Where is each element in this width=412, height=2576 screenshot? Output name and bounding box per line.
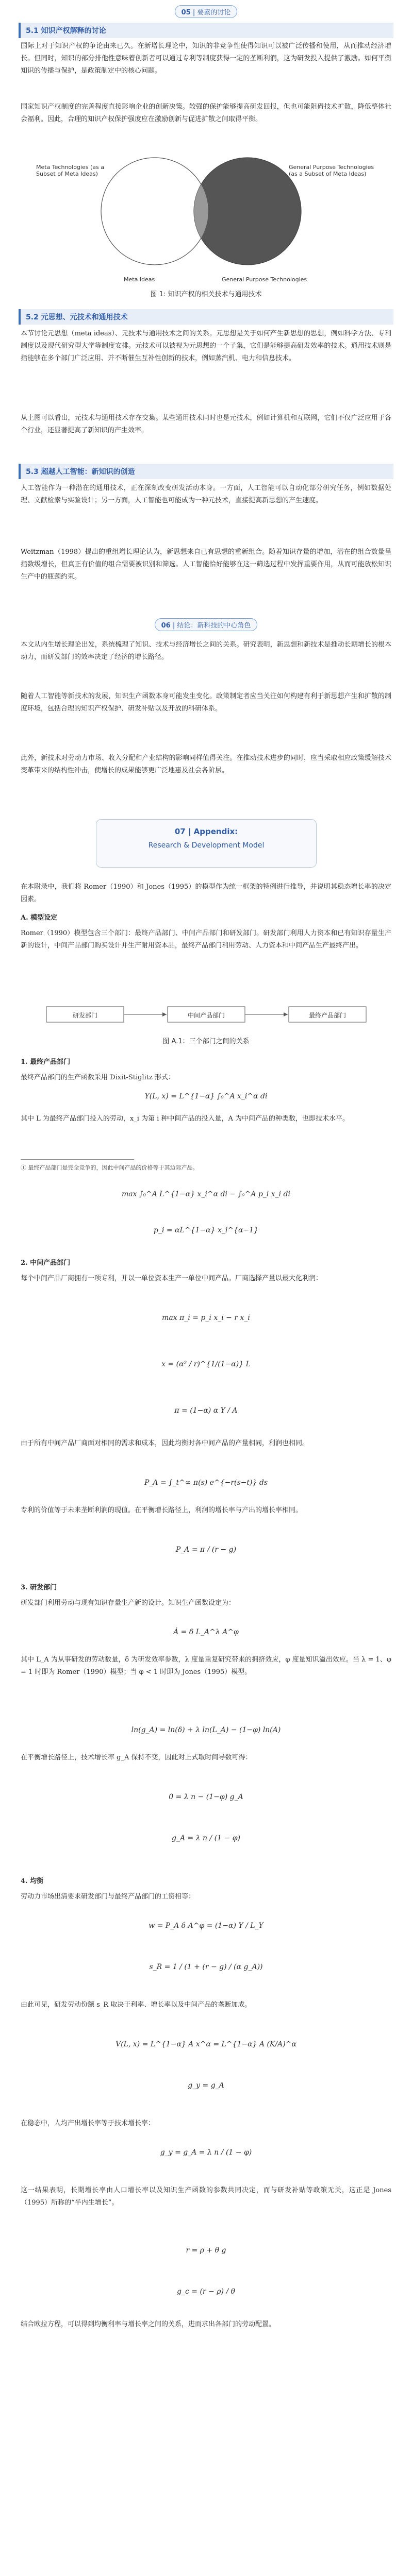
section-05-header bbox=[0, 5, 412, 18]
figure-1-bottom-left: Meta Ideas bbox=[124, 276, 155, 283]
footnote-rule bbox=[21, 1159, 134, 1160]
diagram-arrowhead-1 bbox=[162, 1012, 167, 1016]
diagram-caption: 图 A.1：三个部门之间的关系 bbox=[162, 1038, 250, 1045]
figure-1-caption: 图 1: 知识产权的相关技术与通用技术 bbox=[150, 291, 262, 298]
paragraph-5-2-b: 从上图可以看出，元技术与通用技术存在交集。某些通用技术同时也是元技术，例如计算机和互联网，它们不仅广泛应用于各个行业，还显著提高了新知识的产生效率。 bbox=[21, 414, 391, 434]
equation-7: P_A = ∫_t^∞ π(s) e^{−r(s−t)} ds bbox=[144, 1479, 268, 1487]
section-05-title: 要素的讨论 bbox=[197, 9, 231, 16]
equation-5: x = (α² / r)^{1/(1−α)} L bbox=[161, 1360, 251, 1368]
equation-3: p_i = αL^{1−α} x_i^{α−1} bbox=[154, 1226, 258, 1234]
appendix-paragraph-15: 结合欧拉方程，可以得到均衡利率与增长率之间的关系，进而求出各部门的劳动配置。 bbox=[21, 2320, 276, 2328]
diagram-label-final: 最终产品部门 bbox=[308, 1012, 346, 1019]
footnote: ① 最终产品部门是完全竞争的，因此中间产品的价格等于其边际产品。 bbox=[21, 1164, 199, 1171]
appendix-subhead-1: 1. 最终产品部门 bbox=[21, 1058, 71, 1066]
paragraph-5-3-a: 人工智能作为一种潜在的通用技术，正在深刻改变研发活动本身。一方面，人工智能可以自动化部分研究任务，例如数据处理、文献检索与实验设计；另一方面，人工智能也可能成为一种元技术，直接提高新思想的产生速度。 bbox=[21, 484, 391, 504]
appendix-paragraph-9: 其中 L_A 为从事研发的劳动数量，δ 为研发效率参数，λ 度量重复研究带来的拥挤效应，φ 度量知识溢出效应。当 λ = 1、φ = 1 时即为 Romer（1990）模型；当 φ < 1 时即为 Jones（1995）模型。 bbox=[21, 1656, 391, 1676]
diagram-arrowhead-2 bbox=[284, 1012, 288, 1016]
equation-6: π = (1−α) α Y / A bbox=[174, 1406, 238, 1415]
paragraph-5-1-a: 国际上对于知识产权的争论由来已久。在新增长理论中，知识的非竞争性使得知识可以被广泛传播和使用，从而推动经济增长。但同时，知识的部分排他性意味着创新者可以通过专利等制度获得一定的垄断利润，这为研发投入提供了激励。如何平衡知识的传播与保护，是政策制定中的核心问题。 bbox=[21, 42, 391, 75]
heading-5-1: 5.1 知识产权解释的讨论 bbox=[19, 23, 393, 38]
figure-1-bottom-right: General Purpose Technologies bbox=[222, 276, 307, 283]
appendix-paragraph-14: 这一结果表明，长期增长率由人口增长率以及知识生产函数的参数共同决定，而与研发补贴等政策无关，这正是 Jones（1995）所称的“半内生增长”。 bbox=[21, 2187, 391, 2207]
appendix-paragraph-2: Romer（1990）模型包含三个部门：最终产品部门、中间产品部门和研发部门。研发部门利用人力资本和已有知识存量生产新的设计，中间产品部门购买设计并生产耐用资本品，最终产品部门利用劳动、人力资本和中间产品生产最终产出。 bbox=[21, 929, 391, 950]
heading-5-3: 5.3 超越人工智能：新知识的创造 bbox=[19, 464, 393, 479]
section-06-header bbox=[0, 618, 412, 631]
paragraph-06-a: 本文从内生增长理论出发，系统梳理了知识、技术与经济增长之间的关系。研究表明，新思想和新技术是推动长期增长的根本动力，而研发部门的效率决定了经济的增长路径。 bbox=[21, 641, 391, 661]
equation-14: s_R = 1 / (1 + (r − g) / (α g_A)) bbox=[149, 1963, 263, 1971]
appendix-paragraph-7: 专利的价值等于未来垄断利润的现值。在平衡增长路径上，利润的增长率与产出的增长率相同。 bbox=[21, 1506, 303, 1514]
equation-15: V(L, x) = L^{1−α} A x^α = L^{1−α} A (K/A)^α bbox=[116, 2040, 296, 2048]
appendix-paragraph-8: 研发部门利用劳动与现有知识存量生产新的设计。知识生产函数设定为： bbox=[21, 1599, 236, 1607]
diagram-label-intermediate: 中间产品部门 bbox=[187, 1012, 225, 1019]
appendix-paragraph-11: 劳动力市场出清要求研发部门与最终产品部门的工资相等： bbox=[21, 1893, 195, 1901]
section-05-pill: 05 | 要素的讨论 bbox=[175, 5, 238, 18]
paragraph-5-3-b: Weitzman（1998）提出的重组增长理论认为，新思想来自已有思想的重新组合。随着知识存量的增加，潜在的组合数量呈指数级增长，但真正有价值的组合需要被识别和筛选。人工智能恰好能够在这一筛选过程中发挥重要作用，从而可能放松知识生产中的瓶颈约束。 bbox=[21, 548, 391, 581]
diagram-label-rd: 研发部门 bbox=[72, 1012, 97, 1019]
appendix-paragraph-12: 由此可见，研发劳动份额 s_R 取决于利率、增长率以及中间产品的垄断加成。 bbox=[21, 2001, 252, 2009]
figure-1-right-label: General Purpose Technologies (as a Subset of Meta Ideas) bbox=[289, 164, 374, 177]
equation-19: g_c = (r − ρ) / θ bbox=[177, 2287, 235, 2296]
section-06-num: 06 bbox=[161, 622, 171, 630]
paragraph-06-b: 随着人工智能等新技术的发展，知识生产函数本身可能发生变化。政策制定者应当关注如何构建有利于新思想产生和扩散的制度环境，包括合理的知识产权保护、研发补贴以及开放的科研体系。 bbox=[21, 692, 391, 713]
appendix-num: 07 bbox=[174, 827, 186, 836]
paragraph-5-2-a: 本节讨论元思想（meta ideas）、元技术与通用技术之间的关系。元思想是关于如何产生新思想的思想，例如科学方法、专利制度以及现代研究型大学等制度安排。元技术可以被视为元思想的一个子集，它们是能够提高研发效率的技术。通用技术则是指能够在多个部门广泛应用、并不断催生互补性创新的技术，例如蒸汽机、电力和信息技术。 bbox=[21, 330, 391, 362]
appendix-paragraph-1: 在本附录中，我们将 Romer（1990）和 Jones（1995）的模型作为统一框架的特例进行推导，并说明其稳态增长率的决定因素。 bbox=[21, 883, 391, 903]
equation-10: ln(g_A) = ln(δ) + λ ln(L_A) − (1−φ) ln(A) bbox=[131, 1726, 281, 1734]
paragraph-5-1-b: 国家知识产权制度的完善程度直接影响企业的创新决策。较强的保护能够提高研发回报，但也可能阻碍技术扩散，降低整体社会福利。因此，合理的知识产权保护强度应在激励创新与促进扩散之间取得平衡。 bbox=[21, 103, 391, 123]
heading-5-2: 5.2 元思想、元技术和通用技术 bbox=[19, 309, 393, 325]
appendix-subtitle: Research & Development Model bbox=[148, 841, 265, 850]
appendix-subhead-4: 4. 均衡 bbox=[21, 1877, 44, 1885]
appendix-title-line: 07 | Appendix: bbox=[174, 827, 238, 836]
equation-4: max π_i = p_i x_i − r x_i bbox=[162, 1314, 250, 1322]
appendix-header-box bbox=[96, 819, 317, 868]
equation-12: g_A = λ n / (1 − φ) bbox=[172, 1834, 240, 1842]
equation-9: Ȧ = δ L_A^λ A^φ bbox=[173, 1628, 239, 1636]
paragraph-06-c: 此外，新技术对劳动力市场、收入分配和产业结构的影响同样值得关注。在推动技术进步的同时，应当采取相应政策缓解技术变革带来的结构性冲击，使增长的成果能够更广泛地惠及社会各阶层。 bbox=[21, 754, 391, 774]
equation-1: Y(L, x) = L^{1−α} ∫₀^A x_i^α di bbox=[144, 1092, 268, 1100]
gpt-circle bbox=[194, 158, 301, 265]
appendix-paragraph-10: 在平衡增长路径上，技术增长率 g_A 保持不变，因此对上式取时间导数可得： bbox=[21, 1754, 252, 1761]
equation-8: P_A = π / (r − g) bbox=[175, 1546, 237, 1554]
equation-17: g_y = g_A = λ n / (1 − φ) bbox=[160, 2148, 252, 2157]
appendix-paragraph-13: 在稳态中，人均产出增长率等于技术增长率： bbox=[21, 2120, 155, 2127]
figure-1-left-label: Meta Technologies (as a Subset of Meta Ideas) bbox=[36, 164, 104, 177]
appendix-paragraph-4: 其中 L 为最终产品部门投入的劳动，x_i 为第 i 种中间产品的投入量，A 为中间产品的种类数，也即技术水平。 bbox=[21, 1115, 349, 1123]
section-06-pill: 06 | 结论：新科技的中心角色 bbox=[155, 618, 258, 631]
equation-16: g_y = g_A bbox=[188, 2081, 224, 2090]
section-06-title: 结论：新科技的中心角色 bbox=[177, 622, 251, 630]
appendix-subhead-a: A. 模型设定 bbox=[21, 914, 58, 922]
appendix-subhead-2: 2. 中间产品部门 bbox=[21, 1259, 71, 1267]
section-05-num: 05 bbox=[181, 9, 191, 16]
appendix-paragraph-3: 最终产品部门的生产函数采用 Dixit-Stiglitz 形式： bbox=[21, 1074, 175, 1081]
equation-18: r = ρ + θ g bbox=[186, 2246, 226, 2255]
appendix-paragraph-5: 每个中间产品厂商拥有一项专利，并以一单位资本生产一单位中间产品。厂商选择产量以最大化利润： bbox=[21, 1275, 323, 1282]
appendix-title: Appendix: bbox=[193, 827, 238, 836]
appendix-paragraph-6: 由于所有中间产品厂商面对相同的需求和成本，因此均衡时各中间产品的产量相同，利润也相同。 bbox=[21, 1439, 309, 1447]
appendix-subhead-3: 3. 研发部门 bbox=[21, 1584, 57, 1591]
equation-13: w = P_A δ A^φ = (1−α) Y / L_Y bbox=[149, 1922, 263, 1930]
equation-2: max ∫₀^A L^{1−α} x_i^α di − ∫₀^A p_i x_i di bbox=[122, 1190, 290, 1198]
equation-11: 0 = λ n − (1−φ) g_A bbox=[169, 1793, 243, 1801]
